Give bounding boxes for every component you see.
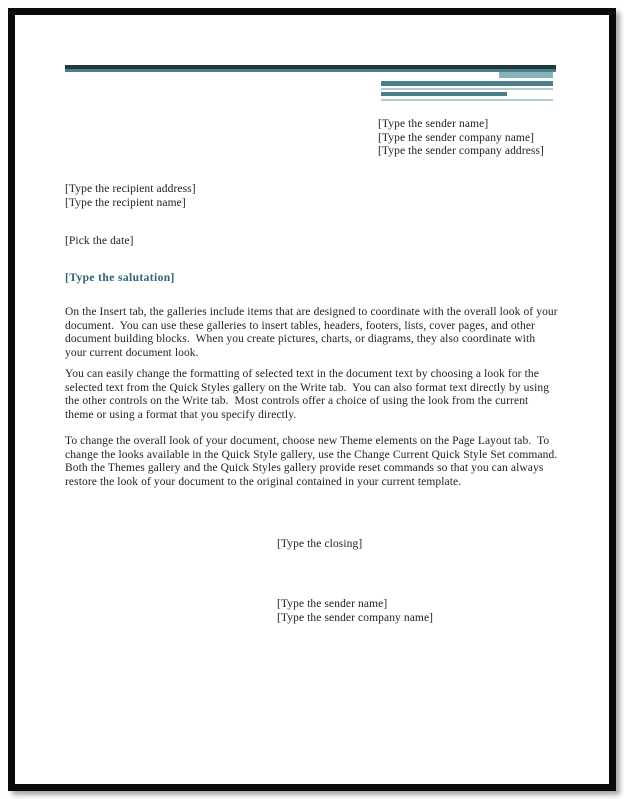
closing-field[interactable]: [Type the closing]	[277, 538, 363, 550]
header-bar-light-accent	[499, 72, 553, 78]
date-field[interactable]: [Pick the date]	[65, 235, 134, 247]
body-paragraph-2: You can easily change the formatting of selected text in the document text by choosing a look for the selected text from the Quick Styles gallery on the Write tab. You can also format text directly by using the other controls on the Write tab. Most controls offer a choice of using the look from the current theme or using a format that you specify directly.	[65, 368, 553, 422]
recipient-address-field[interactable]: [Type the recipient address]	[65, 183, 196, 195]
recipient-block	[65, 183, 196, 210]
signature-sender-company-field[interactable]: [Type the sender company name]	[277, 611, 434, 624]
document-frame	[8, 8, 616, 791]
sender-company-address-field[interactable]: [Type the sender company address]	[378, 145, 544, 158]
header-bar-right-2	[381, 92, 507, 96]
sender-company-name-field[interactable]: [Type the sender company name]	[378, 131, 535, 144]
header-thin-line-2	[381, 99, 553, 101]
body-paragraph-1: On the Insert tab, the galleries include items that are designed to coordinate with the overall look of your document. You can use these galleries to insert tables, headers, footers, lists, cover pages, and other document building blocks. When you create pictures, charts, or diagrams, they also coordinate with your current document look.	[65, 306, 561, 360]
signature-sender-name-field[interactable]: [Type the sender name]	[277, 598, 388, 610]
header-thin-line-1	[381, 88, 553, 90]
sender-name-field[interactable]: [Type the sender name]	[378, 118, 489, 130]
salutation-field[interactable]: [Type the salutation]	[65, 272, 175, 284]
sender-block	[378, 118, 544, 159]
letter-page	[15, 15, 609, 784]
header-bar-right-1	[381, 81, 553, 86]
signature-block	[277, 598, 433, 625]
header-bar-teal	[65, 69, 556, 72]
body-paragraph-3: To change the overall look of your document, choose new Theme elements on the Page Layout tab. To change the looks available in the Quick Style gallery, use the Change Current Quick Style Set command. Both the Themes gallery and the Quick Styles gallery provide reset commands so that you can always restore the look of your document to the original contained in your current template.	[65, 435, 564, 489]
recipient-name-field[interactable]: [Type the recipient name]	[65, 196, 186, 209]
